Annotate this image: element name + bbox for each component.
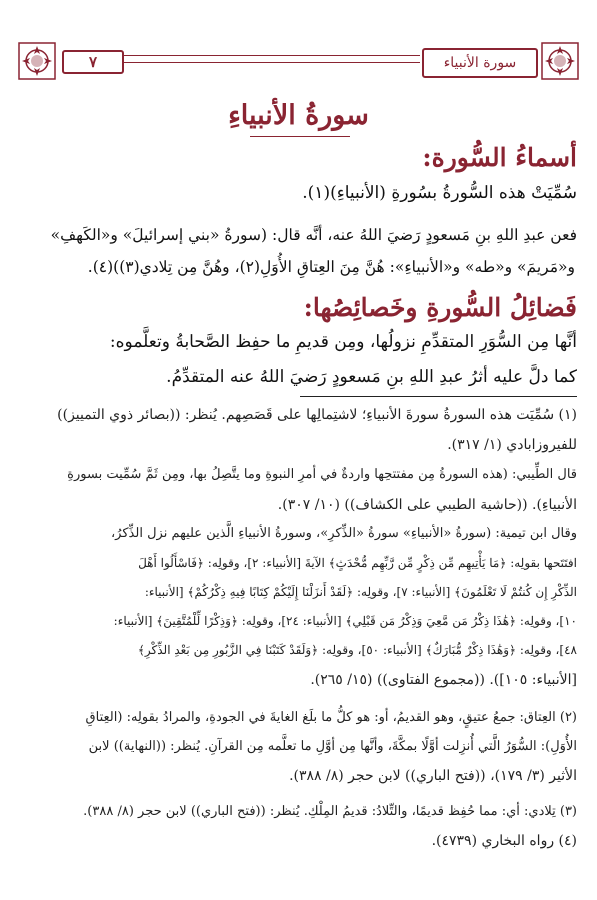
- body-line: فعن عبدِ اللهِ بنِ مَسعودٍ رَضيَ اللهُ عنه، أنَّه قال: (سورةُ «بني إسرائيلَ» و«الكَهفِ»: [50, 226, 577, 244]
- title-underline: [250, 136, 350, 137]
- footnote-line: (٣) تِلادي: أي: مما حُفِظ قديمًا، والتِّلادُ: قديمُ المِلْكِ. يُنظر: ((فتح الباري)) لابن حجر (٨/ ٣٨٨).: [83, 804, 577, 819]
- body-line: سُمِّيَتْ هذه السُّورةُ بسُورةِ (الأنبياءِ)(١).: [302, 183, 577, 203]
- footnote-line: [الأنبياء: ١٠٥]). ((مجموع الفتاوى)) (١٥/ ٢٦٥).: [310, 672, 577, 688]
- page-number: ٧: [62, 50, 124, 74]
- footnote-line: الأنبياءِ). ((حاشية الطيبي على الكشاف)) (١٠/ ٣٠٧).: [277, 497, 577, 513]
- footnote-line: الأُوَلِ): السُّوَرُ الَّتي أُنزِلت أوَّلًا بمكَّةَ، وأنَّها مِن أوَّلِ ما تعلَّمه مِن القرآنِ. يُنظر: ((النهاية)) لابن: [88, 739, 577, 754]
- footnote-line: الأثير (٣/ ١٧٩)، ((فتح الباري)) لابن حجر (٨/ ٣٨٨).: [289, 768, 577, 784]
- footnote-line: (١) سُمِّيَت هذه السورةُ سورةَ الأنبياءِ؛ لاشتِمالِها على قَصَصِهم. يُنظر: ((بصائر ذوي التمييز)): [57, 407, 577, 423]
- surah-title: سورةُ الأنبياءِ: [228, 100, 369, 131]
- footnote-line: (٤) رواه البخاري (٤٧٣٩).: [431, 833, 577, 849]
- footnote-line: ٤٨]، وقولِه: ﴿وَهَٰذَا ذِكْرٌ مُّبَارَكٌ﴾ [الأنبياء: ٥٠]، وقولِه: ﴿وَلَقَدْ كَتَبْنَا فِي الزَّبُورِ مِن بَعْدِ الذِّكْرِ﴾: [137, 643, 577, 657]
- footnote-line: وقال ابن تيمية: (سورةُ «الأنبياءِ» سورةُ «الذِّكرِ»، وسورةُ الأنبياءِ الَّذين عليهم نزل الذِّكرُ،: [110, 526, 577, 541]
- footnote-line: قال الطِّيبي: (هذه السورةُ مِن مفتتحِها واردةٌ في أمرِ النبوةِ وما يتَّصِلُ بها، ومِن ثَمَّ سُمِّيت بسورةِ: [67, 467, 577, 482]
- section-heading-names: أسماءُ السُّورة:: [422, 143, 577, 172]
- body-line: و«مَريمَ» و«طه» و«الأنبياءِ»: هُنَّ مِنَ العِتاقِ الأُوَلِ(٢)، وهُنَّ مِن تِلادي(٣))(٤).: [87, 258, 575, 276]
- body-line: كما دلَّ عليه أثرُ عبدِ اللهِ بنِ مَسعودٍ رَضيَ اللهُ عنه المتقدِّمُ.: [166, 367, 577, 387]
- footnote-line: للفيروزابادي (١/ ٣١٧).: [447, 437, 577, 453]
- footnote-line: (٢) العِتاق: جمعُ عتيقٍ، وهو القديمُ، أو: هو كلُّ ما بلَغ الغايةَ في الجودةِ، والمرادُ بقولِه: (العِتاقِ: [85, 710, 577, 725]
- section-heading-virtues: فَضائِلُ السُّورةِ وخَصائِصُها:: [303, 293, 577, 322]
- body-line: أنَّها مِن السُّوَرِ المتقدِّمِ نزولُها، ومِن قديمِ ما حفِظ الصَّحابةُ وتعلَّموه:: [109, 332, 577, 352]
- footnote-divider: [300, 396, 577, 397]
- footnote-line: افتَتَحها بقولِه: ﴿مَا يَأْتِيهِم مِّن ذِكْرٍ مِّن رَّبِّهِم مُّحْدَثٍ﴾ الآيةَ [الأنبياء: ٢]، وقولِه: ﴿فَاسْأَلُوا أَهْلَ: [138, 556, 577, 570]
- running-title: سورة الأنبياء: [422, 48, 538, 78]
- footnote-line: ١٠]، وقولِه: ﴿هَٰذَا ذِكْرُ مَن مَّعِيَ وَذِكْرُ مَن قَبْلِي﴾ [الأنبياء: ٢٤]، وقولِه: ﴿وَذِكْرًا لِّلْمُتَّقِينَ﴾ [الأنبياء:: [113, 614, 577, 628]
- footnote-line: الذِّكْرِ إِن كُنتُمْ لَا تَعْلَمُونَ﴾ [الأنبياء: ٧]، وقولِه: ﴿لَقَدْ أَنزَلْنَا إِلَيْكُمْ كِتَابًا فِيهِ ذِكْرُكُمْ﴾ [الأنبياء:: [144, 585, 577, 599]
